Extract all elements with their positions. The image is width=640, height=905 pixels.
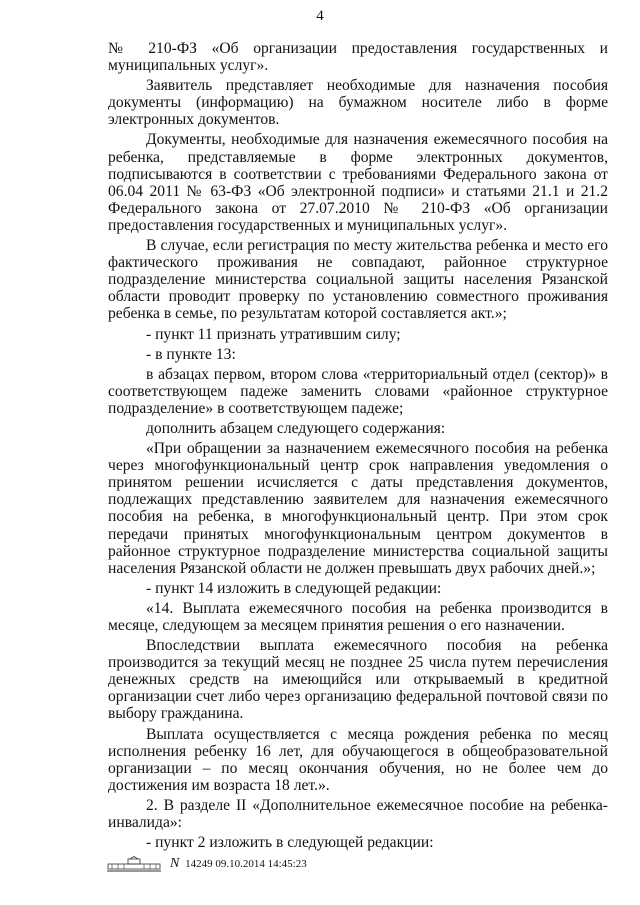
page-number: 4 bbox=[316, 8, 324, 24]
paragraph-11: «14. Выплата ежемесячного пособия на ребенка производится в месяце, следующем за месяцем принятия решения о его назначении. bbox=[108, 599, 608, 634]
document-number-symbol: N bbox=[170, 856, 180, 871]
paragraph-10: - пункт 14 изложить в следующей редакции: bbox=[146, 579, 442, 597]
paragraph-9: «При обращении за назначением ежемесячного пособия на ребенка через многофункциональный центр срок направления уведомления о принятом решении исчисляется с даты представления документов, подлежащих представлению заявителем для назначения ежемесячного пособия на ребенка, в многофункциональный центр. При этом срок передачи принятых многофункциональным центром документов в районное структурное подразделение министерства социальной защиты населения Рязанской области не должен превышать двух рабочих дней.»; bbox=[108, 440, 608, 577]
paragraph-6: - в пункте 13: bbox=[146, 345, 236, 363]
document-body bbox=[108, 40, 608, 854]
paragraph-1: № 210-ФЗ «Об организации предоставления государственных и муниципальных услуг». bbox=[108, 40, 608, 75]
document-number-date: 14249 09.10.2014 14:45:23 bbox=[185, 858, 307, 870]
paragraph-15: - пункт 2 изложить в следующей редакции: bbox=[146, 834, 434, 852]
paragraph-5: - пункт 11 признать утратившим силу; bbox=[146, 325, 401, 343]
paragraph-12: Впоследствии выплата ежемесячного пособия на ребенка производится за текущий месяц не позднее 25 числа путем перечисления денежных средств на имеющийся или открываемый в кредитной организации счет либо через организацию федеральной почтовой связи по выбору гражданина. bbox=[108, 637, 608, 723]
paragraph-14: 2. В разделе II «Дополнительное ежемесячное пособие на ребенка-инвалида»: bbox=[108, 796, 608, 832]
paragraph-2: Заявитель представляет необходимые для назначения пособия документы (информацию) на бумажном носителе либо в форме электронных документов. bbox=[108, 77, 608, 129]
document-registration-info bbox=[170, 856, 307, 872]
footer bbox=[106, 856, 307, 872]
paragraph-7: в абзацах первом, втором слова «территориальный отдел (сектор)» в соответствующем падеже заменить словами «районное структурное подразделение» в соответствующем падеже; bbox=[108, 365, 608, 417]
paragraph-4: В случае, если регистрация по месту жительства ребенка и место его фактического проживания не совпадают, районное структурное подразделение министерства социальной защиты населения Рязанской области проводит проверку по установлению совместного проживания ребенка в семье, по результатам которой составляется акт.»; bbox=[108, 237, 608, 323]
paragraph-8: дополнить абзацем следующего содержания: bbox=[146, 419, 446, 437]
paragraph-3: Документы, необходимые для назначения ежемесячного пособия на ребенка, представляемые в форме электронных документов, подписываются в соответствии с требованиями Федерального закона от 06.04 2011 № 63-ФЗ «Об электронной подписи» и статьями 21.1 и 21.2 Федерального закона от 27.07.2010 № 210-ФЗ «Об организации предоставления государственных и муниципальных услуг». bbox=[108, 131, 608, 234]
government-building-icon bbox=[106, 856, 162, 872]
paragraph-13: Выплата осуществляется с месяца рождения ребенка по месяц исполнения ребенку 16 лет, для обучающегося в общеобразовательной организации – по месяц окончания обучения, но не более чем до достижения им возраста 18 лет.». bbox=[108, 725, 608, 794]
